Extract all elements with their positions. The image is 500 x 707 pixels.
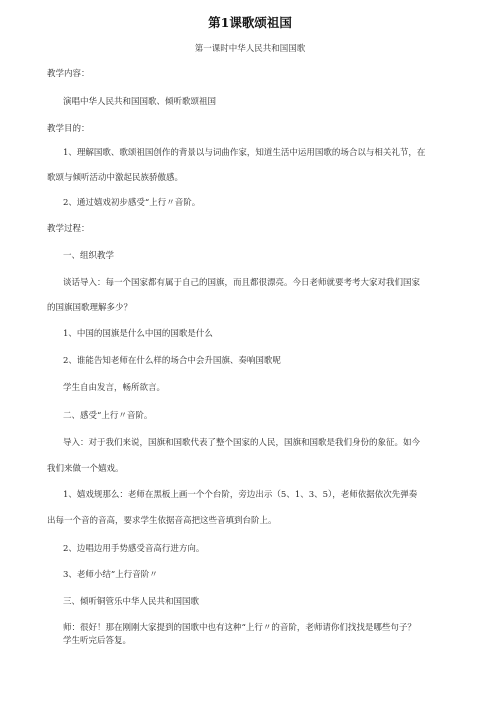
paragraph-line: 二、感受“上行〃音阶。 <box>63 411 153 421</box>
paragraph-line: 1、理解国歌、歌颂祖国创作的背景以与词曲作家，知道生活中运用国歌的场合以与相关礼节，在 <box>63 148 426 158</box>
paragraph-line: 2、通过嬉戏初步感受“上行〃音阶。 <box>63 198 201 208</box>
paragraph-line: 三、倾听铜管乐中华人民共和国国歌 <box>63 597 200 607</box>
paragraph-line: 学生自由发言，畅所欲言。 <box>63 383 166 393</box>
paragraph-line: 导入：对于我们来说，国旗和国歌代表了整个国家的人民，国旗和国歌是我们身份的象征。如今 <box>63 438 421 448</box>
paragraph-line: 2、边唱边用手势感受音高行进方向。 <box>63 544 205 554</box>
paragraph-line: 出每一个音的音高，要求学生依据音高把这些音填到台阶上。 <box>47 516 277 526</box>
paragraph-line: 1、嬉戏规那么：老师在黑板上画一个个台阶，旁边出示（5、1、3、5），老师依据依次先弹奏 <box>63 490 418 500</box>
paragraph-line: 谈话导入：每一个国家都有属于自己的国旗，而且都很漂亮。今日老师就要考考大家对我们国家 <box>63 278 421 288</box>
paragraph-line: 教学内容： <box>47 69 90 79</box>
paragraph-line: 教学目的： <box>47 124 90 134</box>
paragraph-line: 2、谁能告知老师在什么样的场合中会升国旗、奏响国歌呢 <box>63 356 281 366</box>
paragraph-line: 3、老师小结”上行音阶〃 <box>63 570 158 580</box>
paragraph-line: 歌颂与倾听活动中激起民族骄傲感。 <box>47 173 184 183</box>
paragraph-line: 演唱中华人民共和国国歌、倾听歌颂祖国 <box>63 97 217 107</box>
paragraph-line: 的国旗国歌理解多少？ <box>47 303 133 313</box>
paragraph-line: 学生听完后答复。 <box>63 636 132 646</box>
document-title: 第1课歌颂祖国 <box>208 15 292 30</box>
paragraph-line: 一、组织教学 <box>63 251 115 261</box>
paragraph-line: 我们来做一个嬉戏。 <box>47 464 124 474</box>
document-subtitle: 第一课时中华人民共和国国歌 <box>194 44 306 54</box>
paragraph-line: 1、中国的国旗是什么中国的国歌是什么 <box>63 329 213 339</box>
paragraph-line: 教学过程： <box>47 224 90 234</box>
paragraph-line: 师：很好！那在刚刚大家提到的国歌中也有这种“上行〃的音阶，老师请你们找找是哪些句子？ <box>63 623 416 633</box>
